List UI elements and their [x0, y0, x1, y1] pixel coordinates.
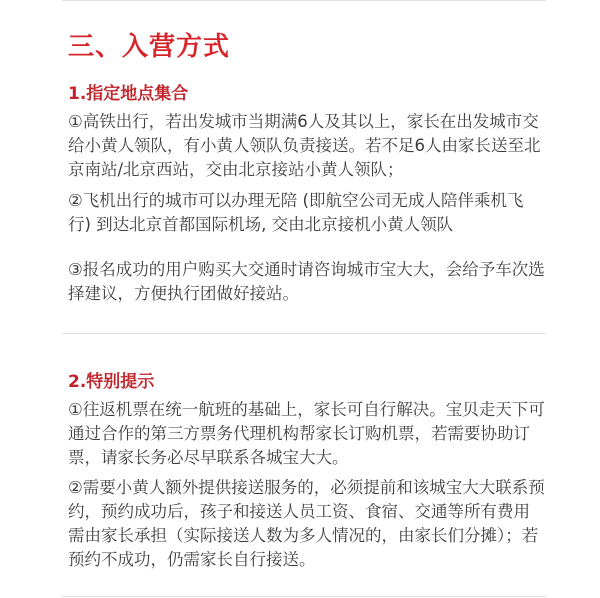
sub-heading-notice: 2.特别提示: [68, 372, 155, 392]
paragraph-train: ①高铁出行，若出发城市当期满6人及其以上，家长在出发城市交给小黄人领队，有小黄人领队负责接送。若不足6人由家长送至北京南站/北京西站，交由北京接站小黄人领队；: [68, 112, 541, 179]
middle-divider: [62, 333, 546, 334]
paragraph-flight: ②飞机出行的城市可以办理无陪 (即航空公司无成人陪伴乘机飞行) 到达北京首都国际机场, 交由北京接机小黄人领队: [68, 191, 524, 234]
paragraph-tickets: ①往返机票在统一航班的基础上，家长可自行解决。宝贝走天下可通过合作的第三方票务代理机构帮家长订购机票，若需要协助订票，请家长务必尽早联系各城宝大大。: [68, 400, 545, 467]
section-title: 三、入营方式: [68, 32, 231, 62]
paragraph-booking: ③报名成功的用户购买大交通时请咨询城市宝大大，会给予车次选择建议，方便执行团做好接站。: [68, 260, 545, 303]
sub-heading-assembly: 1.指定地点集合: [68, 84, 189, 104]
top-divider: [62, 0, 546, 1]
bottom-divider: [62, 596, 546, 597]
paragraph-escort: ②需要小黄人额外提供接送服务的，必须提前和该城宝大大联系预约，预约成功后，孩子和接送人员工资、食宿、交通等所有费用需由家长承担（实际接送人数为多人情况的，由家长们分摊）；若预约不成功，仍需家长自行接送。: [68, 478, 545, 569]
